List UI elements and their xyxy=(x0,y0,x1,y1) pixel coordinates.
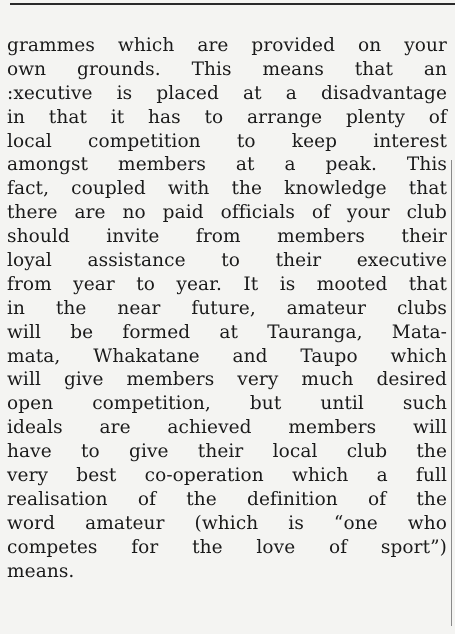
text-line: ideals are achieved members will xyxy=(7,417,447,439)
text-line: competes for the love of sport”) xyxy=(7,536,447,558)
text-line: open competition, but until such xyxy=(7,393,447,415)
text-line: from year to year. It is mooted that xyxy=(7,273,447,295)
text-line: realisation of the definition of the xyxy=(7,488,447,510)
column-right-rule xyxy=(451,160,452,626)
text-line: very best co-operation which a full xyxy=(7,465,447,487)
column-top-rule xyxy=(10,3,455,5)
article-text xyxy=(7,34,447,583)
text-line: grammes which are provided on your xyxy=(7,35,447,56)
text-line: in the near future, amateur clubs xyxy=(7,297,447,319)
text-line: own grounds. This means that an xyxy=(7,58,447,80)
text-line: should invite from members their xyxy=(7,226,447,248)
text-line: there are no paid officials of your club xyxy=(7,202,447,224)
text-line: mata, Whakatane and Taupo which xyxy=(7,345,447,367)
text-line: amongst members at a peak. This xyxy=(7,154,447,176)
text-line: :xecutive is placed at a disadvantage xyxy=(7,82,447,104)
text-line: local competition to keep interest xyxy=(7,130,447,152)
text-line: in that it has to arrange plenty of xyxy=(7,106,447,128)
text-line: loyal assistance to their executive xyxy=(7,250,447,272)
text-line: fact, coupled with the knowledge that xyxy=(7,178,447,200)
text-line: word amateur (which is “one who xyxy=(7,512,447,534)
text-line: will be formed at Tauranga, Mata- xyxy=(7,321,447,343)
text-line: will give members very much desired xyxy=(7,369,447,391)
text-line-final: means. xyxy=(7,560,75,582)
text-line: have to give their local club the xyxy=(7,441,447,463)
